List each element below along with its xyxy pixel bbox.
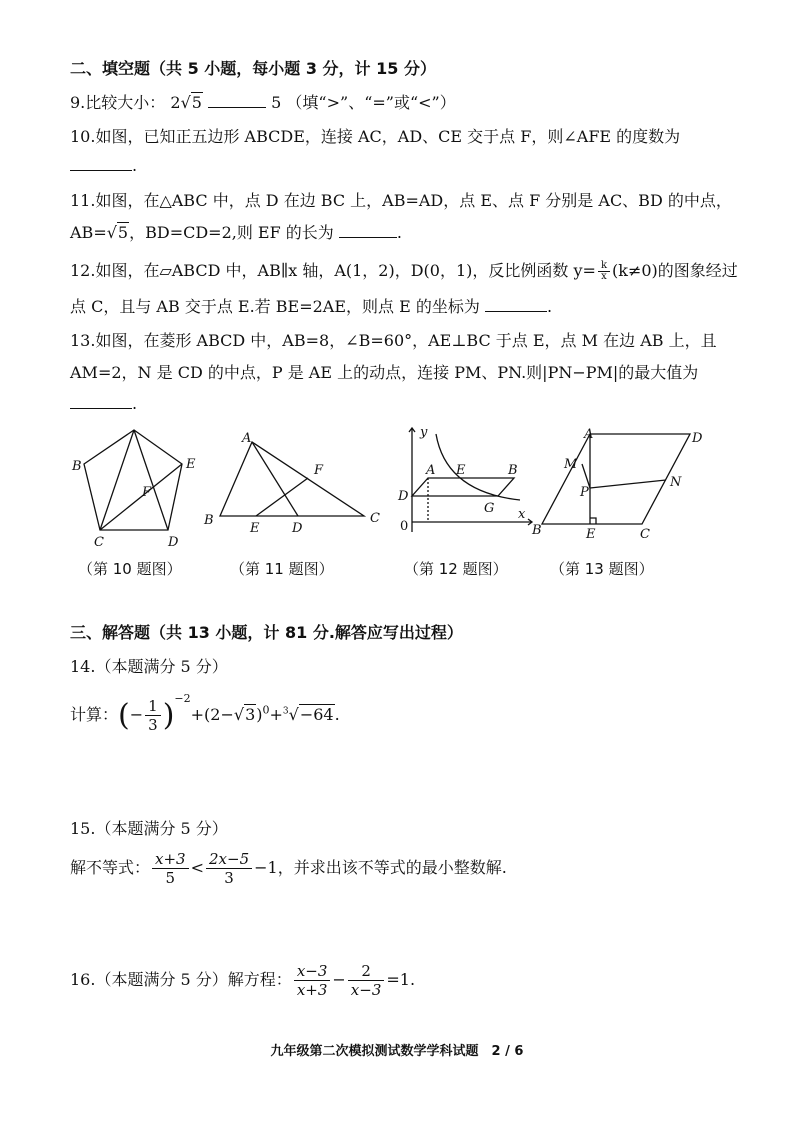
question-9: 9.比较大小： 2√5 5 （填“>”、“=”或“<”） [70,93,456,112]
question-15-inequality [70,850,507,887]
fig13-caption: （第 13 题图） [550,560,654,578]
question-12-line1 [70,258,738,282]
q14-radicand: 3 [245,705,256,724]
q15-f1-num: x+3 [152,850,189,869]
q14-frac-num: 1 [145,697,161,716]
q13-answer-line: . [70,394,137,413]
q15-tail: −1，并求出该不等式的最小整数解. [254,858,507,877]
fig11-label-c: C [370,511,380,526]
fig11-label-f: F [314,463,324,478]
q9-answer-blank[interactable] [208,93,266,108]
fig13-label-c: C [640,527,650,542]
question-10: 10.如图，已知正五边形 ABCDE，连接 AC，AD、CE 交于点 F，则∠AFE 的度数为 [70,127,681,146]
q14-cube-radicand: −64 [299,705,334,724]
fig11-label-a: A [242,431,252,446]
q14-prefix: 计算： [70,705,119,724]
q14-plus: + [269,705,283,724]
q16-f1-den: x+3 [296,981,328,999]
fig13-label-e: E [586,527,596,542]
q12-frac-num: k [598,261,610,272]
fig10-label-d: D [168,535,179,550]
q14-frac-den: 3 [148,716,158,734]
fig13-label-m: M [564,457,578,472]
q11-ab: AB= [70,223,107,242]
q14-mid: +(2− [190,705,234,724]
section-3-heading: 三、解答题（共 13 小题，计 81 分.解答应写出过程） [70,623,463,642]
question-14-title: 14.（本题满分 5 分） [70,657,228,676]
q16-fraction-2 [348,962,385,999]
q9-suffix: （填“>”、“=”或“<”） [286,93,456,112]
q16-minus: − [332,970,346,989]
fig10-label-c: C [94,535,104,550]
fig12-label-x: x [518,507,526,522]
fig12-label-e: E [456,463,466,478]
fig10-label-e: E [186,457,196,472]
q12-frac-den: x [601,271,607,282]
q15-prefix: 解不等式： [70,858,151,877]
q12-answer-blank[interactable] [485,297,547,312]
figure-12-coordinate-graph [394,422,540,540]
q12-fraction [598,261,610,282]
fig10-label-f: F [142,485,152,500]
question-14-expression: 计算：(− $\frac{1}{3}$ )$^{-2}+(2-√3)^0+^3√-64$. [70,692,340,734]
q15-f1-den: 5 [165,869,176,887]
fig12-label-a: A [426,463,436,478]
fig12-label-b: B [508,463,518,478]
q11-rest: ，BD=CD=2,则 EF 的长为 [129,223,334,242]
figure-11-triangle [198,428,388,538]
q10-answer-blank[interactable] [70,156,132,171]
q14-close-paren: ) [256,705,263,724]
figure-10-pentagon [68,422,208,552]
fig13-label-p: P [580,485,589,500]
q9-right: 5 [271,93,282,112]
fig11-label-d: D [292,521,303,536]
q11-answer-blank[interactable] [339,223,397,238]
q16-f2-den: x−3 [350,981,382,999]
fig13-label-b: B [532,523,542,538]
fig13-label-n: N [670,475,682,490]
q9-prefix: 9.比较大小： [70,93,166,112]
question-16 [70,962,415,999]
fig11-label-b: B [204,513,214,528]
question-13-line1: 13.如图，在菱形 ABCD 中，AB=8，∠B=60°，AE⊥BC 于点 E，点 M 在边 AB 上，且 [70,331,717,350]
q13-answer-blank[interactable] [70,394,132,409]
q11-radicand: 5 [117,223,129,242]
q14-end: . [334,705,340,724]
q16-prefix: 16.（本题满分 5 分）解方程： [70,970,292,989]
fig12-label-g: G [484,501,495,516]
q14-exponent: −2 [174,692,191,705]
fig13-label-d: D [692,431,703,446]
fig12-caption: （第 12 题图） [404,560,508,578]
fig13-label-a: A [584,427,594,442]
q15-f2-num: 2x−5 [206,850,252,869]
q14-zero-exponent: 0 [262,703,270,717]
q16-f1-num: x−3 [294,962,331,981]
section-2-heading: 二、填空题（共 5 小题，每小题 3 分，计 15 分） [70,59,436,78]
q12-text-c: 点 C，且与 AB 交于点 E.若 BE=2AE，则点 E 的坐标为 [70,297,480,316]
q14-cube-index: 3 [282,706,289,717]
q12-text-a: 12.如图，在▱ABCD 中，AB∥x 轴，A(1，2)，D(0，1)，反比例函数 y= [70,261,596,280]
question-11-line2: AB=√5，BD=CD=2,则 EF 的长为 . [70,223,402,242]
fig11-label-e: E [250,521,260,536]
q9-left: 2 [170,93,181,112]
q14-fraction [145,697,161,734]
figure-13-rhombus [530,424,716,542]
fig11-caption: （第 11 题图） [230,560,334,578]
question-15-title: 15.（本题满分 5 分） [70,819,228,838]
q9-radicand: 5 [191,93,202,112]
q15-less-than: < [190,858,204,877]
q15-fraction-2 [206,850,252,887]
q16-tail: =1. [386,970,416,989]
fig12-label-origin: 0 [400,519,409,534]
question-12-line2: 点 C，且与 AB 交于点 E.若 BE=2AE，则点 E 的坐标为 . [70,297,553,316]
fig10-caption: （第 10 题图） [78,560,182,578]
page-footer: 九年级第二次模拟测试数学学科试题 2 / 6 [270,1044,524,1059]
q10-answer-line: . [70,156,137,175]
q15-fraction-1 [152,850,189,887]
q16-fraction-1 [294,962,331,999]
question-11-line1: 11.如图，在△ABC 中，点 D 在边 BC 上，AB=AD，点 E、点 F 分别是 AC、BD 的中点， [70,191,732,210]
fig10-label-b: B [72,459,82,474]
q12-text-b: (k≠0)的图象经过 [612,261,738,280]
fig12-label-y: y [420,425,428,440]
q16-f2-num: 2 [348,962,385,981]
fig12-label-d: D [398,489,409,504]
question-13-line2: AM=2，N 是 CD 的中点，P 是 AE 上的动点，连接 PM、PN.则|PN−PM|的最大值为 [70,363,699,382]
q15-f2-den: 3 [224,869,234,887]
